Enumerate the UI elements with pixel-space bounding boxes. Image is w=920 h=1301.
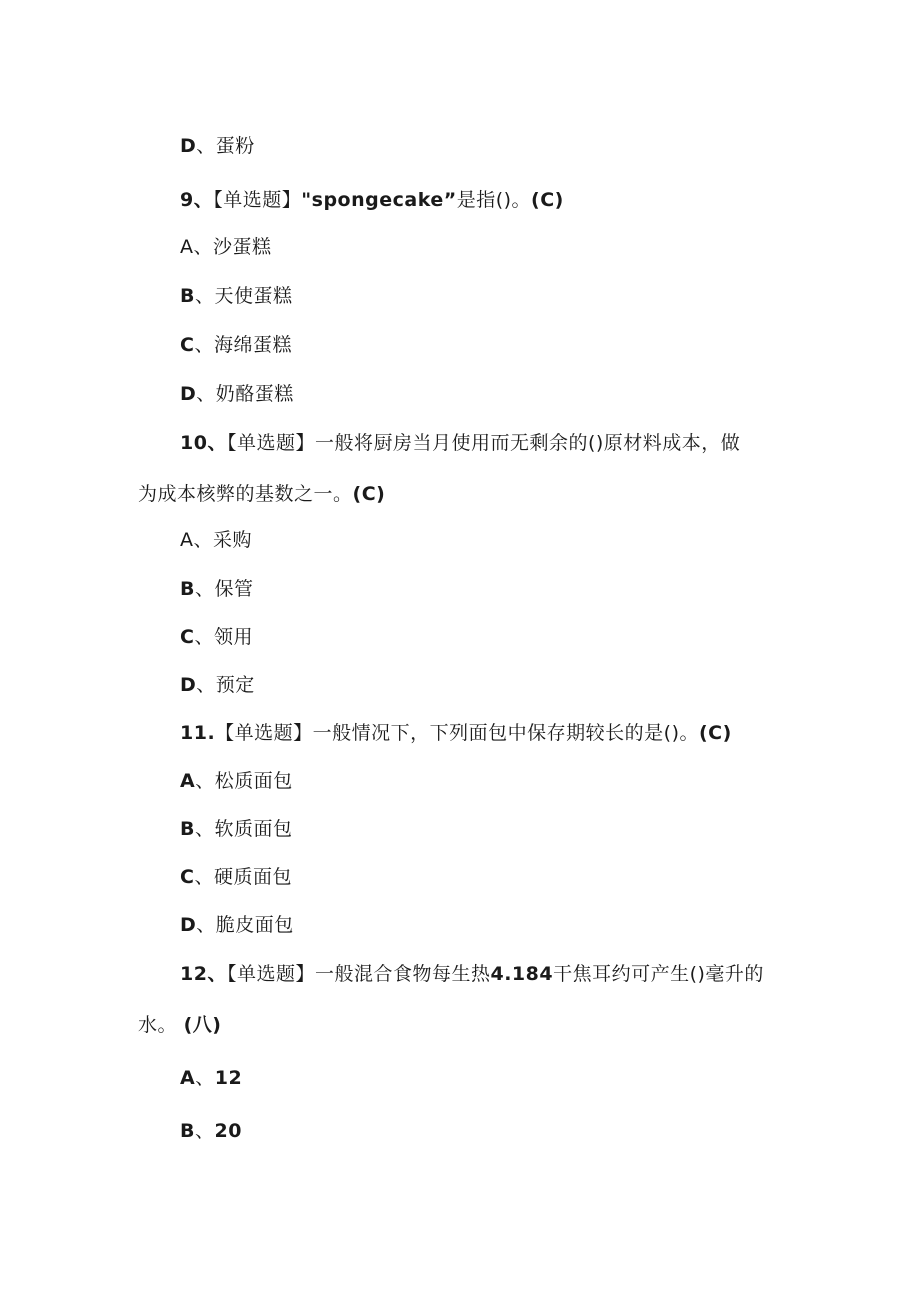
option-letter: D bbox=[180, 674, 197, 696]
option-c-q11 bbox=[180, 864, 292, 890]
question-answer: (C) bbox=[352, 483, 386, 505]
option-c-q9 bbox=[180, 332, 292, 358]
option-letter: B bbox=[180, 578, 195, 600]
option-b-q12 bbox=[180, 1118, 242, 1144]
question-answer: (C) bbox=[699, 722, 732, 744]
option-text: 、蛋粉 bbox=[196, 135, 255, 157]
option-d-q8 bbox=[180, 133, 255, 159]
option-letter: D bbox=[180, 914, 197, 936]
question-answer: (C) bbox=[531, 189, 564, 211]
question-text: 【单选题】一般情况下，下列面包中保存期较长的是()。 bbox=[215, 722, 699, 744]
option-value: 12 bbox=[214, 1067, 243, 1089]
option-letter: D bbox=[180, 135, 197, 157]
question-number: 11. bbox=[180, 722, 216, 744]
option-c-q10 bbox=[180, 624, 253, 650]
question-type: 【单选题】 bbox=[213, 189, 302, 211]
option-letter: A bbox=[180, 529, 194, 551]
question-text: 是指()。 bbox=[456, 189, 532, 211]
question-10-continued bbox=[138, 481, 385, 507]
option-letter: B bbox=[180, 818, 195, 840]
option-text: 、奶酪蛋糕 bbox=[196, 383, 294, 405]
option-b-q11 bbox=[180, 816, 293, 842]
option-text: 、 bbox=[194, 1120, 215, 1142]
question-answer: (八) bbox=[183, 1014, 222, 1036]
option-letter: B bbox=[180, 285, 195, 307]
question-text: 水。 bbox=[138, 1014, 178, 1036]
option-text: 、天使蛋糕 bbox=[194, 285, 293, 307]
question-value: 4.184 bbox=[490, 963, 554, 985]
option-text: 、硬质面包 bbox=[194, 866, 292, 888]
option-letter: B bbox=[180, 1120, 195, 1142]
option-b-q9 bbox=[180, 283, 293, 309]
question-12 bbox=[180, 961, 764, 987]
option-b-q10 bbox=[180, 576, 254, 602]
question-number: 9、 bbox=[180, 189, 214, 211]
option-letter: D bbox=[180, 383, 197, 405]
option-d-q11 bbox=[180, 912, 294, 938]
question-10 bbox=[180, 430, 740, 456]
question-12-continued bbox=[138, 1012, 221, 1038]
question-text: 干焦耳约可产生()毫升的 bbox=[553, 963, 764, 985]
option-a-q11 bbox=[180, 768, 293, 794]
question-11 bbox=[180, 720, 732, 746]
option-letter: C bbox=[180, 626, 195, 648]
option-a-q9 bbox=[180, 234, 272, 260]
option-text: 、脆皮面包 bbox=[196, 914, 294, 936]
question-text: 【单选题】一般将厨房当月使用而无剩余的()原材料成本，做 bbox=[226, 432, 741, 454]
option-text: 、预定 bbox=[196, 674, 255, 696]
option-text: 、松质面包 bbox=[195, 770, 293, 792]
question-term: "spongecake” bbox=[301, 189, 457, 211]
option-letter: A bbox=[180, 770, 196, 792]
option-letter: A bbox=[180, 1067, 196, 1089]
option-value: 20 bbox=[214, 1120, 242, 1142]
option-letter: C bbox=[180, 866, 195, 888]
question-text: 为成本核弊的基数之一。 bbox=[138, 483, 353, 505]
option-text: 、领用 bbox=[194, 626, 253, 648]
option-letter: C bbox=[180, 334, 195, 356]
option-a-q12 bbox=[180, 1065, 242, 1091]
option-d-q10 bbox=[180, 672, 255, 698]
option-d-q9 bbox=[180, 381, 294, 407]
option-text: 、保管 bbox=[194, 578, 254, 600]
question-number: 10、 bbox=[180, 432, 227, 454]
option-text: 、软质面包 bbox=[194, 818, 293, 840]
question-9 bbox=[180, 187, 564, 213]
option-a-q10 bbox=[180, 527, 252, 553]
option-letter: A bbox=[180, 236, 194, 258]
question-text: 【单选题】一般混合食物每生热 bbox=[226, 963, 491, 985]
question-number: 12、 bbox=[180, 963, 227, 985]
option-text: 、沙蛋糕 bbox=[193, 236, 272, 258]
option-text: 、海绵蛋糕 bbox=[194, 334, 292, 356]
option-text: 、 bbox=[195, 1067, 215, 1089]
option-text: 、采购 bbox=[193, 529, 253, 551]
